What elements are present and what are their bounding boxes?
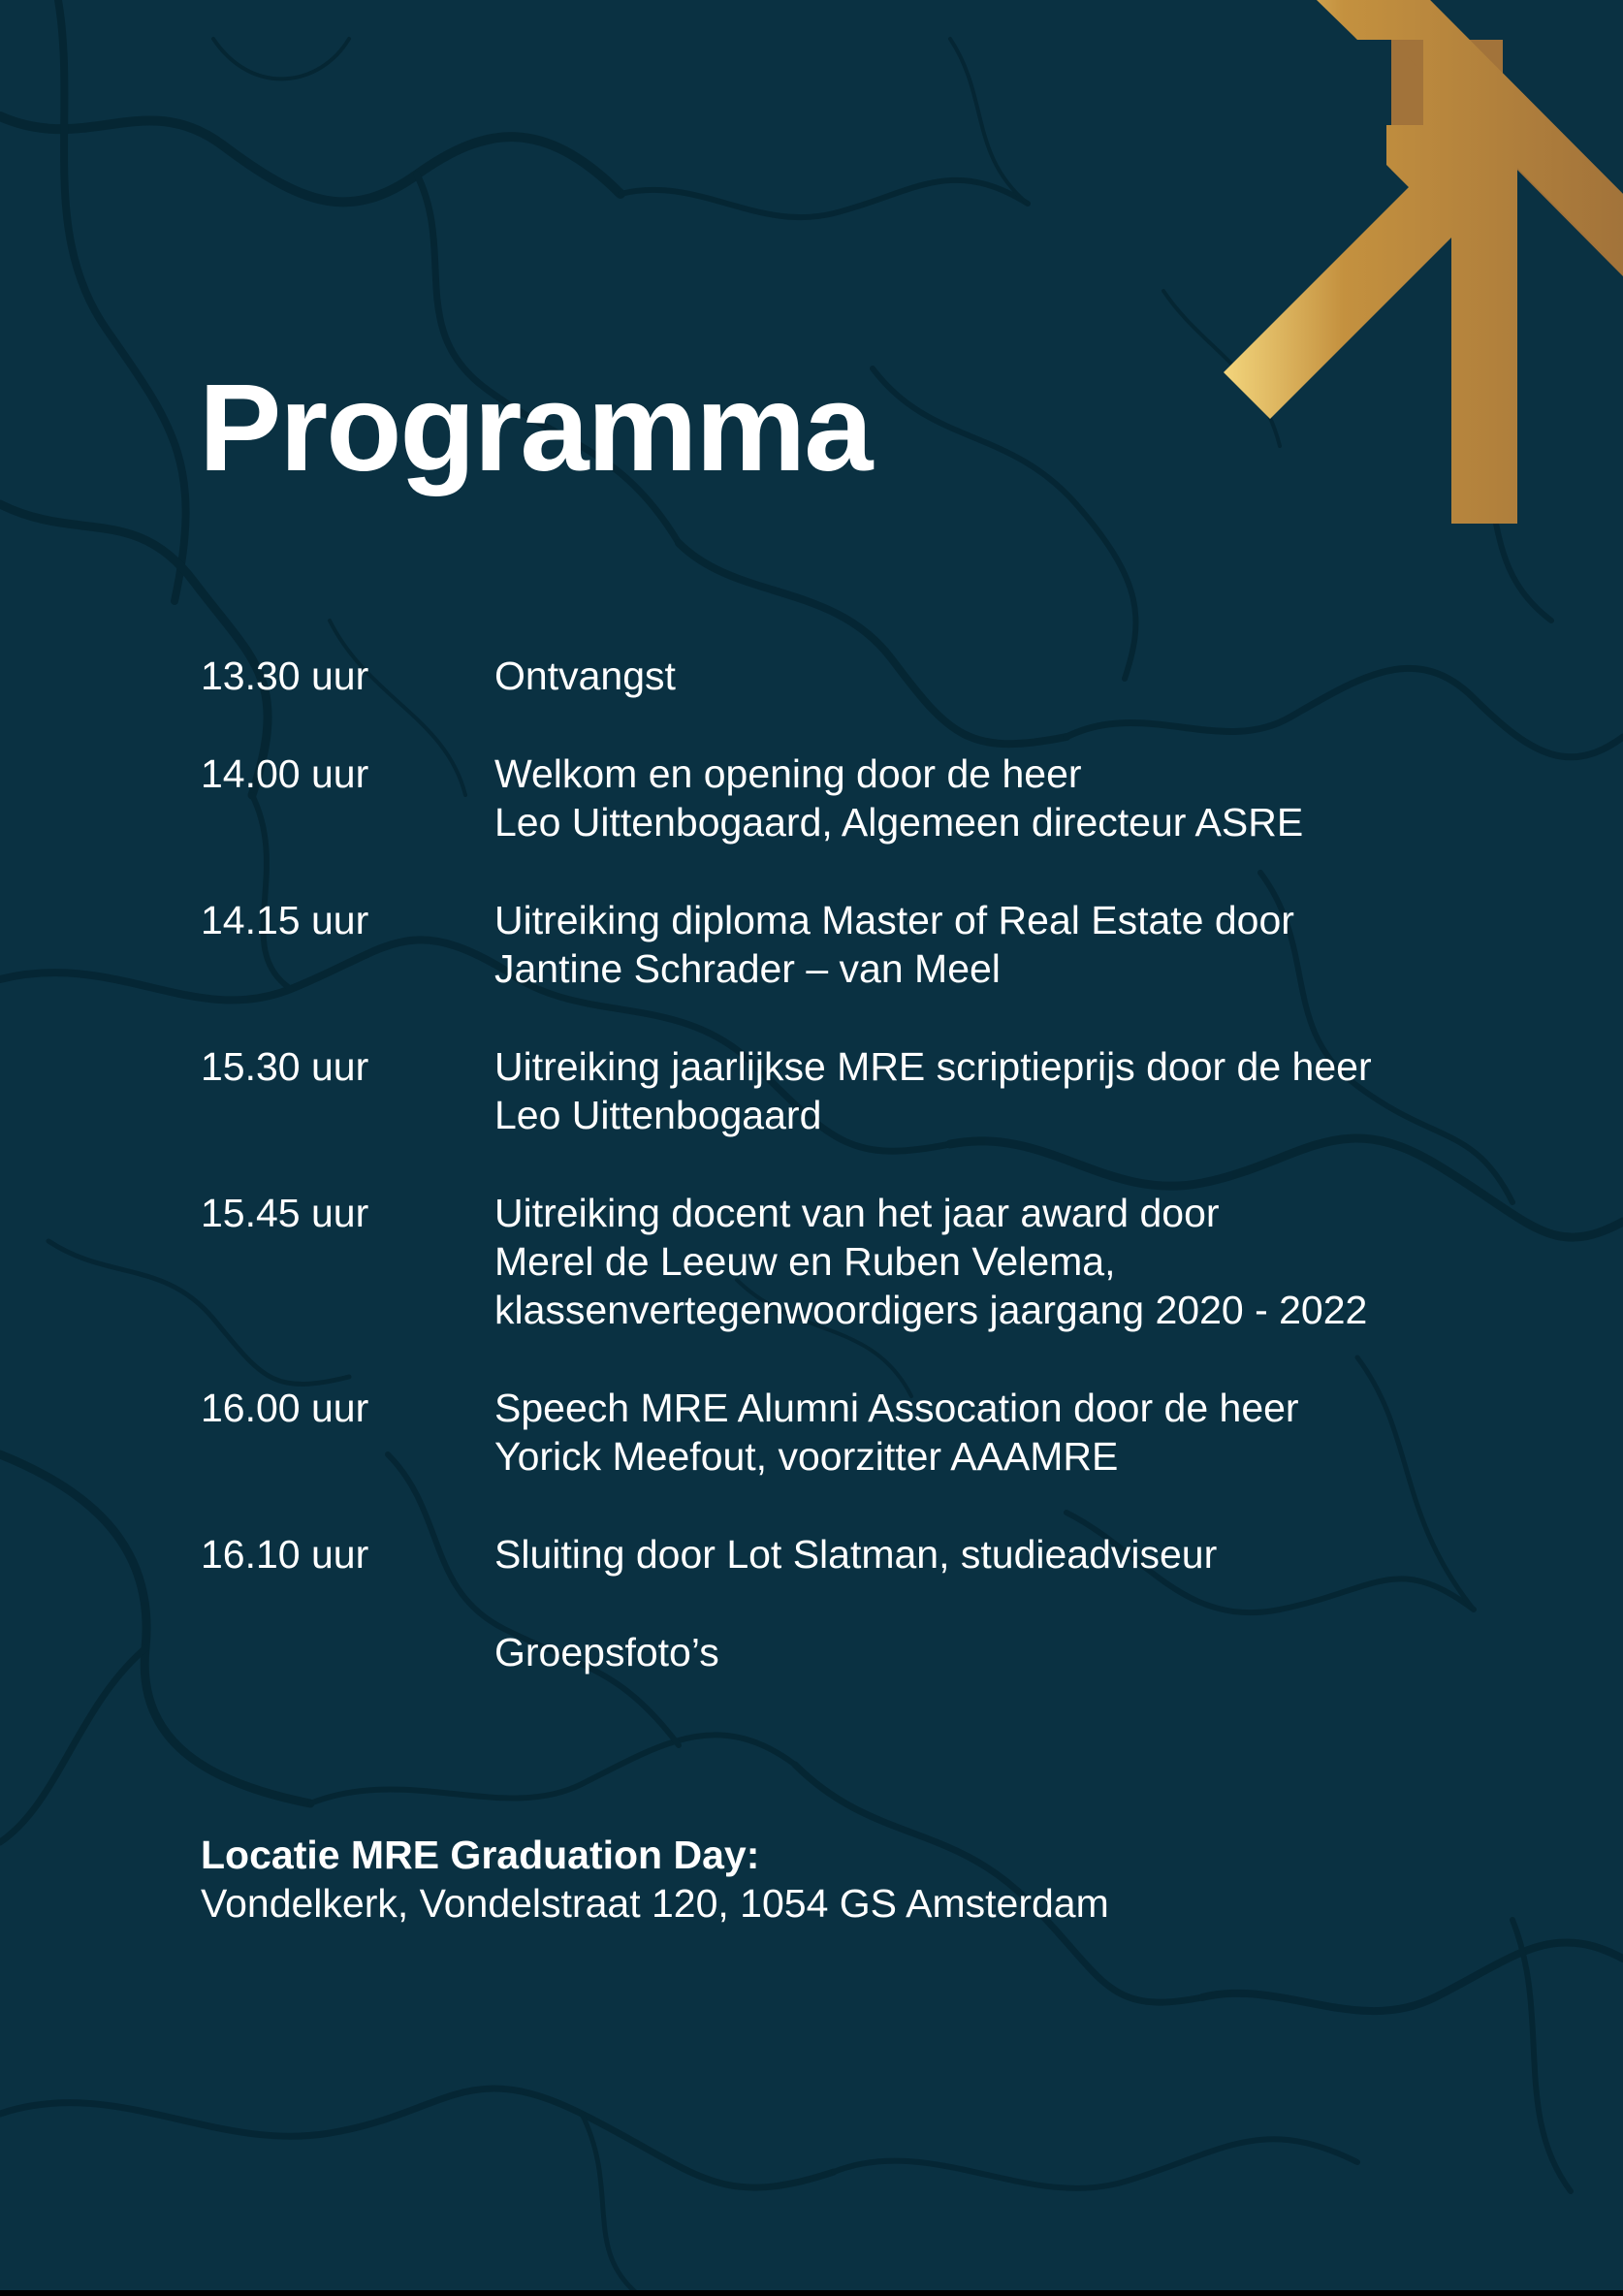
schedule-time: 15.30 uur	[201, 1044, 369, 1089]
schedule-item	[201, 749, 1539, 846]
schedule-description	[494, 749, 1539, 846]
bottom-border	[0, 2290, 1623, 2296]
schedule-time: 13.30 uur	[201, 654, 369, 698]
schedule-item	[201, 896, 1539, 993]
schedule-description	[494, 1189, 1539, 1334]
schedule-description-line: Leo Uittenbogaard, Algemeen directeur ASRE	[494, 800, 1304, 845]
location-address: Vondelkerk, Vondelstraat 120, 1054 GS Amsterdam	[201, 1881, 1109, 1926]
schedule-time: 16.00 uur	[201, 1386, 369, 1430]
schedule-description-line: Speech MRE Alumni Assocation door de heer	[494, 1386, 1299, 1430]
schedule-description	[494, 652, 1539, 700]
schedule-description	[494, 1384, 1539, 1481]
schedule-item	[201, 1189, 1539, 1334]
schedule-description	[494, 1628, 1539, 1676]
schedule-item	[201, 1530, 1539, 1578]
schedule-description	[494, 1042, 1539, 1139]
schedule-description-line: Uitreiking docent van het jaar award door	[494, 1191, 1220, 1235]
schedule-time	[201, 1628, 494, 1676]
schedule-description-line: Welkom en opening door de heer	[494, 751, 1082, 796]
schedule-time: 14.00 uur	[201, 751, 369, 796]
schedule-description-line: Ontvangst	[494, 654, 676, 698]
schedule-item	[201, 1628, 1539, 1676]
schedule-description-line: Uitreiking jaarlijkse MRE scriptieprijs door de heer	[494, 1044, 1372, 1089]
schedule-item	[201, 1042, 1539, 1139]
schedule-item	[201, 652, 1539, 700]
schedule-description	[494, 1530, 1539, 1578]
location-block	[201, 1831, 1109, 1928]
location-heading: Locatie MRE Graduation Day:	[201, 1833, 760, 1877]
schedule-item	[201, 1384, 1539, 1481]
schedule-time: 15.45 uur	[201, 1191, 369, 1235]
schedule-description-line: Jantine Schrader – van Meel	[494, 946, 1001, 991]
gold-arrow-icon	[1096, 0, 1623, 524]
schedule-description-line: Leo Uittenbogaard	[494, 1093, 822, 1137]
schedule-description-line: Groepsfoto’s	[494, 1630, 719, 1674]
schedule-description-line: Merel de Leeuw en Ruben Velema,	[494, 1239, 1116, 1284]
schedule-description-line: Sluiting door Lot Slatman, studieadviseur	[494, 1532, 1218, 1577]
schedule-description-line: Yorick Meefout, voorzitter AAAMRE	[494, 1434, 1119, 1479]
page-title: Programma	[199, 359, 872, 497]
schedule-description	[494, 896, 1539, 993]
schedule-list	[201, 652, 1539, 1726]
schedule-time: 14.15 uur	[201, 898, 369, 942]
schedule-time: 16.10 uur	[201, 1532, 369, 1577]
schedule-description-line: klassenvertegenwoordigers jaargang 2020 - 2022	[494, 1288, 1368, 1332]
schedule-description-line: Uitreiking diploma Master of Real Estate door	[494, 898, 1294, 942]
